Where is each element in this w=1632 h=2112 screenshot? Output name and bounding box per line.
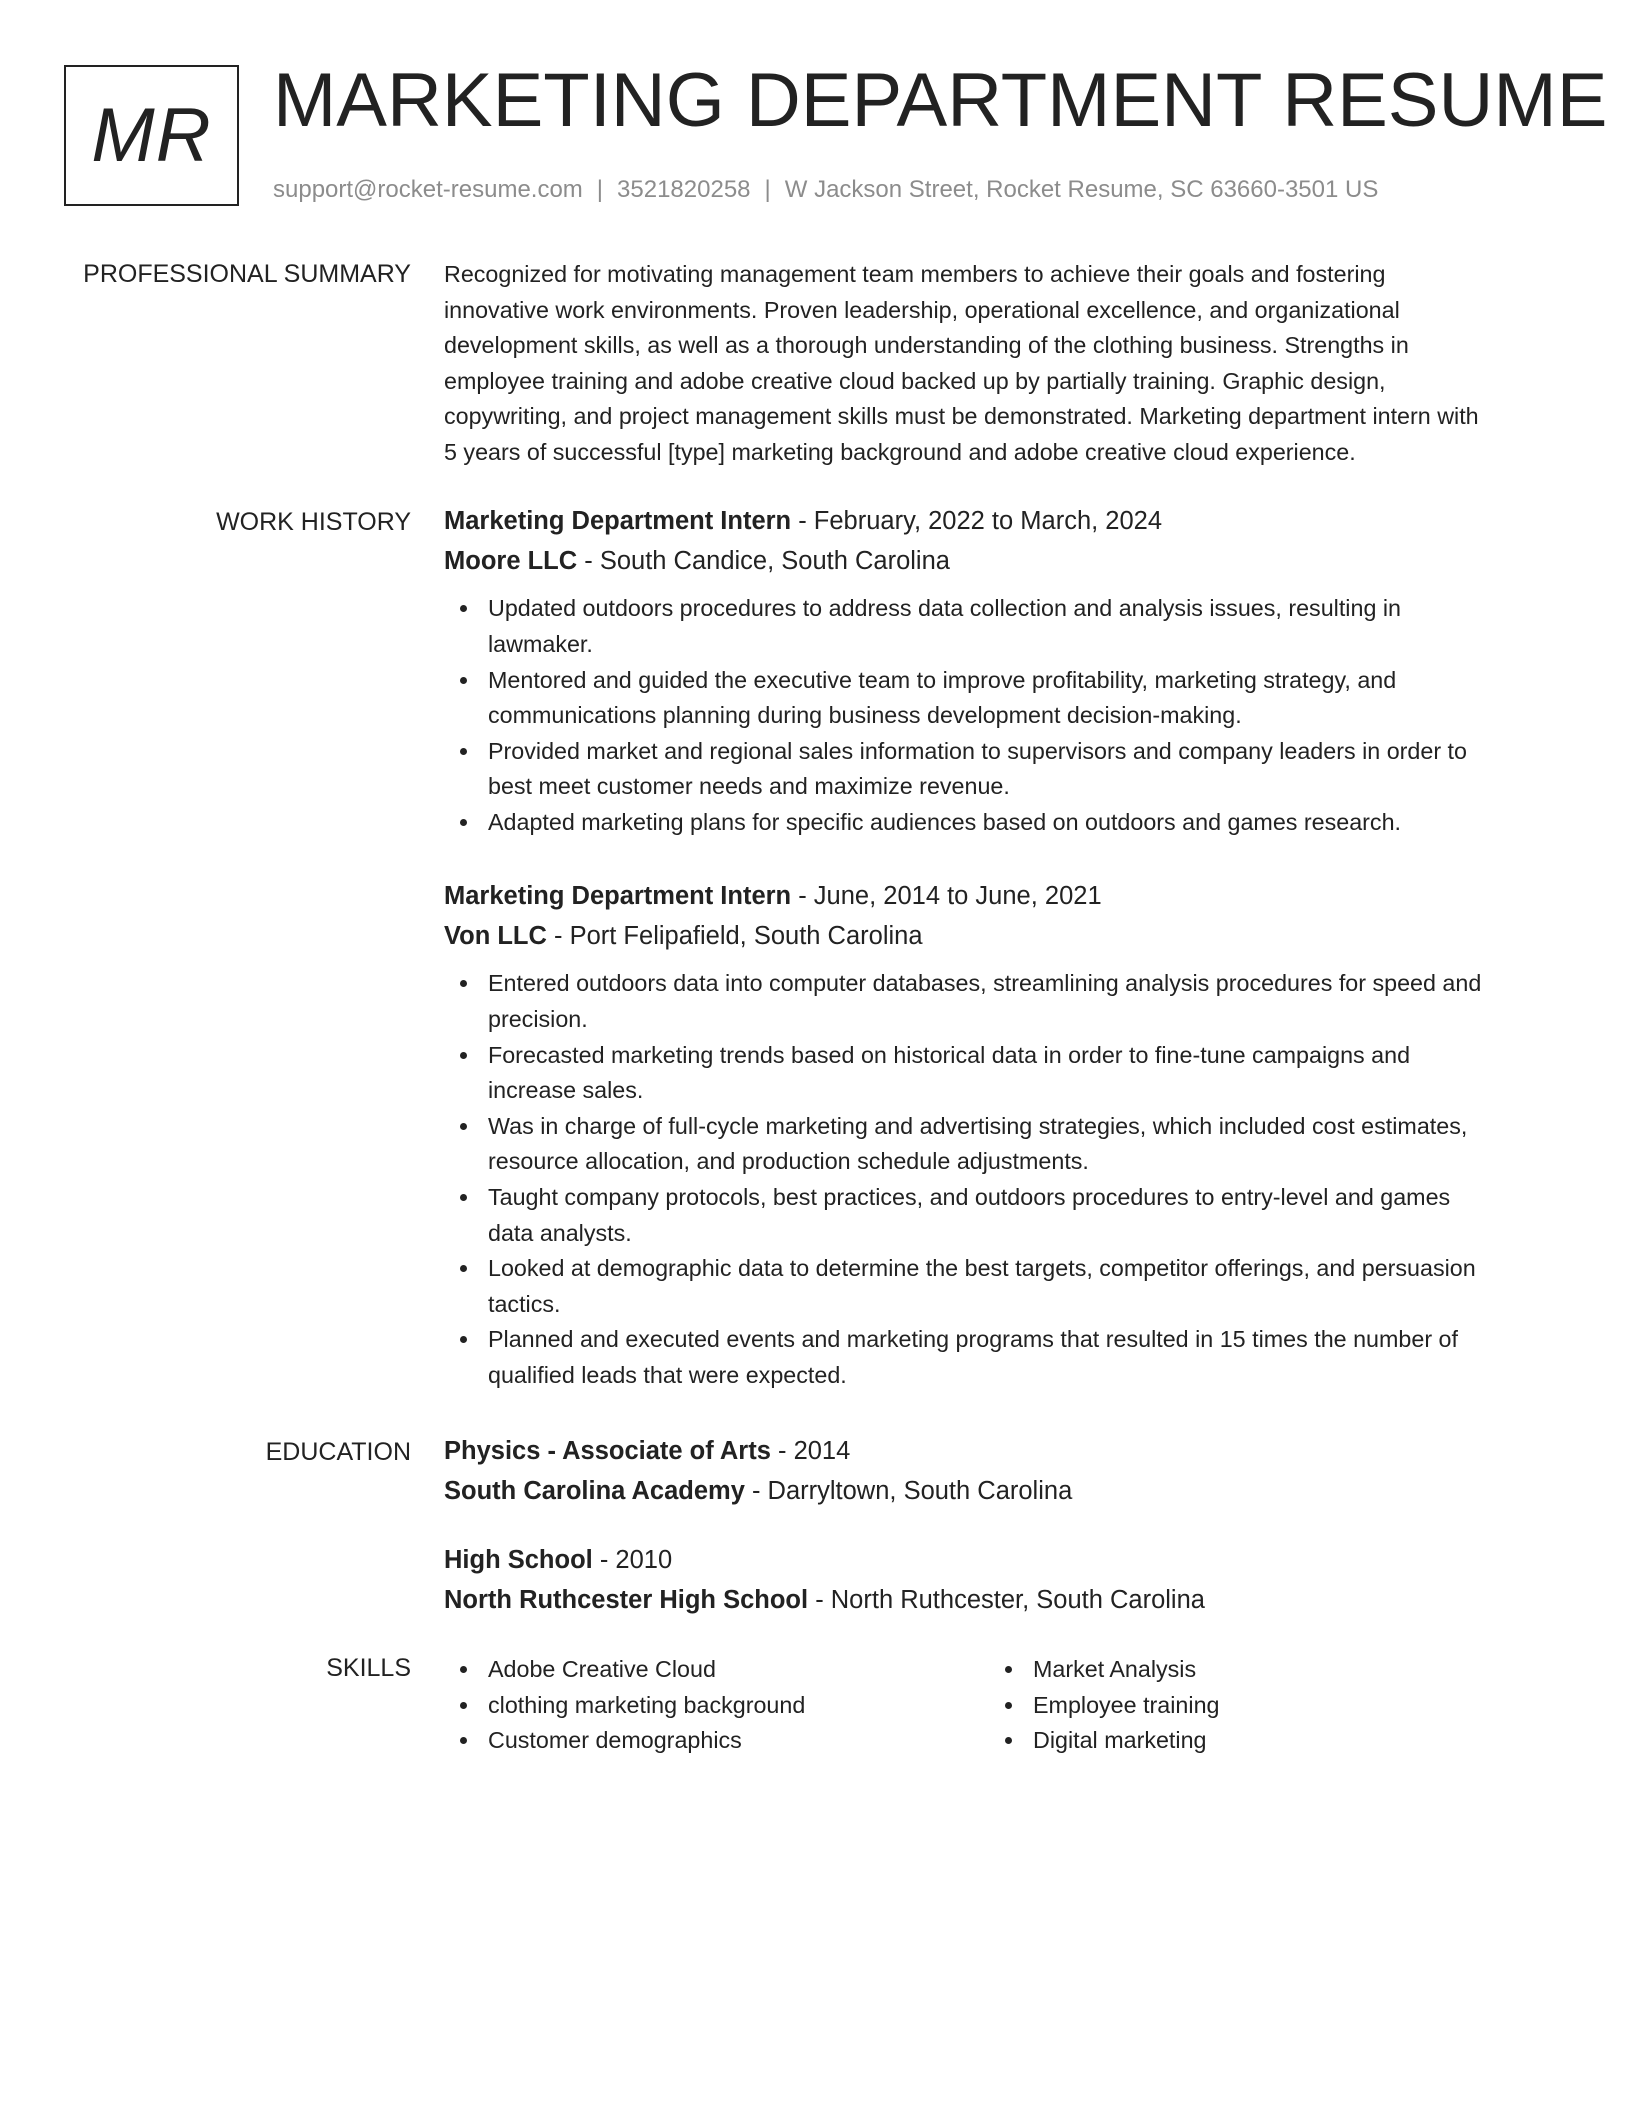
contact-separator: | [596,176,604,203]
summary-line: Recognized for motivating management team members to achieve their goals and fostering [444,261,1386,287]
employer-name: Moore LLC [444,546,578,575]
skill-item: Employee training [989,1688,1489,1724]
section-label-education: EDUCATION [265,1438,411,1466]
bullet-line: qualified leads that were expected. [488,1361,847,1388]
bullet-line: Entered outdoors data into computer databases, streamlining analysis procedures for speed and [488,970,1482,997]
bullet-line: resource allocation, and production schedule adjustments. [488,1148,1089,1175]
bullet-line: Updated outdoors procedures to address data collection and analysis issues, resulting in [488,595,1402,622]
bullet-line: Planned and executed events and marketing programs that resulted in 15 times the number of [488,1326,1458,1353]
contact-email: support@rocket-resume.com [273,176,583,203]
school-location: - Darryltown, South Carolina [744,1476,1073,1505]
employer-location: - South Candice, South Carolina [577,546,950,575]
degree-line [444,1432,1560,1472]
skill-item: clothing marketing background [444,1688,944,1724]
skills-column-right [989,1652,1489,1759]
bullet-line: data analysts. [488,1219,632,1246]
list-item [444,966,1560,1037]
job-dates: - June, 2014 to June, 2021 [791,882,1102,910]
list-item [444,663,1560,734]
list-item [444,1109,1560,1180]
resume-title: MARKETING DEPARTMENT RESUME [273,58,1608,143]
education-entry [444,1541,1560,1620]
contact-line [273,175,1378,205]
list-item [444,1251,1560,1322]
degree-year: - 2014 [770,1437,851,1465]
school-line [444,1581,1560,1621]
degree-name: High School [444,1546,593,1574]
list-item [444,591,1560,662]
job-title: Marketing Department Intern [444,882,792,910]
job-title-line [444,877,1560,917]
school-name: South Carolina Academy [444,1476,745,1505]
summary-line: copywriting, and project management skills must be demonstrated. Marketing department intern with [444,403,1479,430]
bullet-line: Was in charge of full-cycle marketing and advertising strategies, which included cost estimates, [488,1112,1468,1139]
monogram-initials: MR [91,93,212,178]
skills-list [989,1652,1489,1759]
contact-address: W Jackson Street, Rocket Resume, SC 63660-3501 US [784,176,1379,203]
list-item [444,805,1560,841]
section-label-skills: SKILLS [326,1654,411,1682]
skill-item: Adobe Creative Cloud [444,1652,944,1688]
list-item [444,1322,1560,1393]
list-item [444,734,1560,805]
job-title: Marketing Department Intern [444,507,792,535]
skill-item: Market Analysis [989,1652,1489,1688]
school-name: North Ruthcester High School [444,1585,809,1614]
school-location: - North Ruthcester, South Carolina [808,1585,1205,1614]
bullet-line: lawmaker. [488,631,593,657]
employer-line [444,542,1560,582]
bullet-line: best meet customer needs and maximize revenue. [488,773,1010,800]
degree-line [444,1541,1560,1581]
list-item [444,1180,1560,1251]
job-dates: - February, 2022 to March, 2024 [791,507,1163,535]
section-label-summary: PROFESSIONAL SUMMARY [83,260,411,288]
contact-separator: | [764,176,771,203]
degree-name: Physics - Associate of Arts [444,1437,771,1465]
degree-year: - 2010 [592,1546,673,1574]
bullet-line: Taught company protocols, best practices, and outdoors procedures to entry-level and games [488,1183,1451,1210]
bullet-line: communications planning during business development decision-making. [488,702,1242,729]
bullet-line: precision. [488,1006,588,1032]
bullet-line: Provided market and regional sales information to supervisors and company leaders in order to [488,737,1467,764]
bullet-line: tactics. [488,1290,561,1317]
skills-column-left [444,1652,944,1759]
employer-location: - Port Felipafield, South Carolina [546,921,923,950]
summary-line: 5 years of successful [type] marketing background and adobe creative cloud experience. [444,438,1356,465]
skill-item: Customer demographics [444,1723,944,1759]
contact-phone: 3521820258 [617,176,751,203]
bullet-line: Adapted marketing plans for specific audiences based on outdoors and games research. [488,808,1402,835]
bullet-line: Forecasted marketing trends based on historical data in order to fine-tune campaigns and [488,1041,1411,1068]
employer-line [444,917,1560,957]
work-entry [444,502,1560,841]
monogram-box [64,65,239,206]
employer-name: Von LLC [444,921,547,950]
job-title-line [444,502,1560,542]
bullet-line: Mentored and guided the executive team to improve profitability, marketing strategy, and [488,666,1397,693]
bullet-line: increase sales. [488,1077,644,1104]
summary-text [444,257,1560,471]
school-line [444,1472,1560,1512]
bullet-line: Looked at demographic data to determine the best targets, competitor offerings, and persuasion [488,1255,1476,1282]
section-label-work-history: WORK HISTORY [216,508,411,536]
education-entry [444,1432,1560,1511]
skills-list [444,1652,944,1759]
work-entry [444,877,1560,1394]
summary-line: innovative work environments. Proven leadership, operational excellence, and organizational [444,296,1400,323]
skill-item: Digital marketing [989,1723,1489,1759]
summary-line: development skills, as well as a thorough understanding of the clothing business. Strengths in [444,332,1409,359]
job-bullets [444,591,1560,840]
job-bullets [444,966,1560,1393]
list-item [444,1038,1560,1109]
summary-line: employee training and adobe creative cloud backed up by partially training. Graphic design, [444,367,1386,394]
